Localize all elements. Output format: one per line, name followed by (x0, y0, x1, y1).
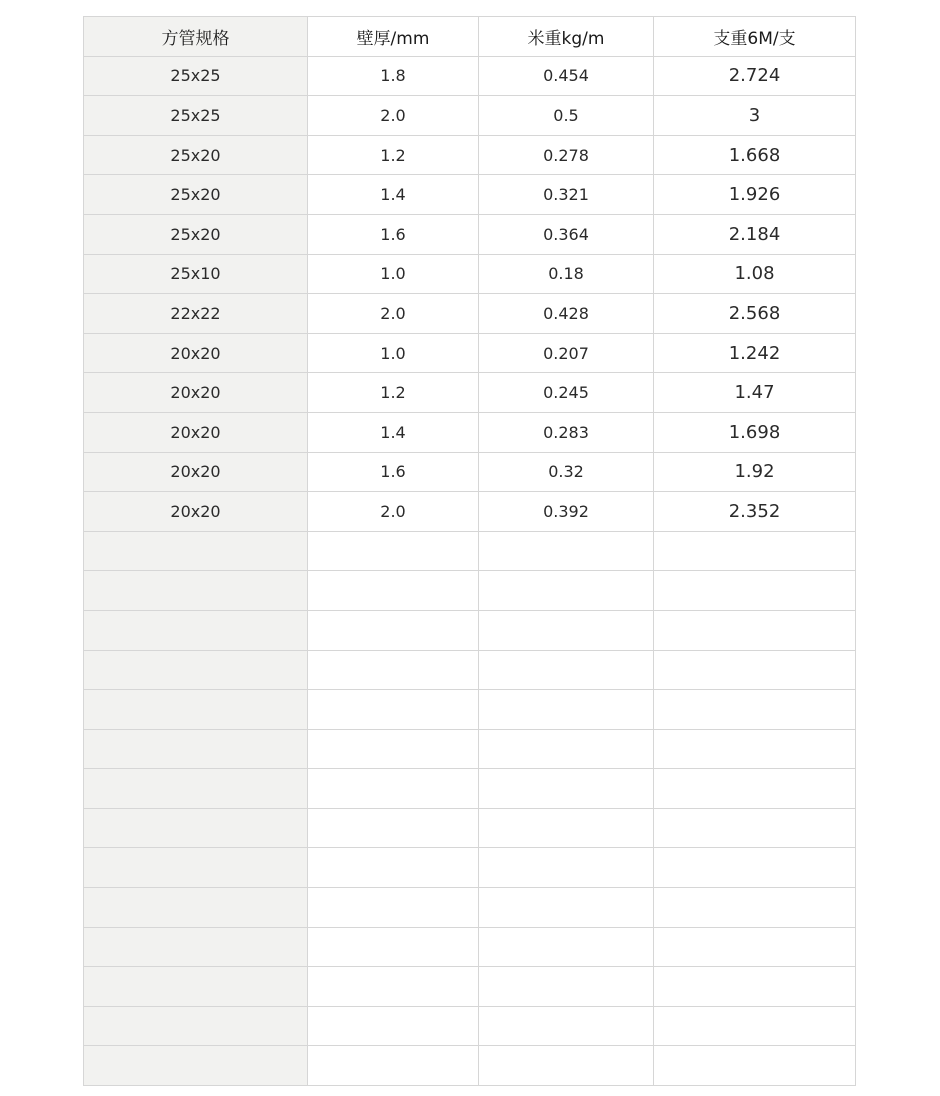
cell-spec (84, 729, 308, 769)
table-row (84, 333, 856, 373)
table-row (84, 610, 856, 650)
cell-spec (84, 927, 308, 967)
cell-wall-thickness: 2.0 (308, 492, 479, 532)
cell-wall-thickness (308, 531, 479, 571)
cell-weight-per-meter: 0.278 (479, 135, 654, 175)
cell-weight-per-meter (479, 808, 654, 848)
cell-spec (84, 610, 308, 650)
cell-spec: 20x20 (84, 373, 308, 413)
cell-weight-per-meter (479, 690, 654, 730)
table-row (84, 373, 856, 413)
cell-weight-per-piece: 1.926 (654, 175, 856, 215)
cell-wall-thickness (308, 610, 479, 650)
table-row (84, 927, 856, 967)
cell-spec: 25x25 (84, 96, 308, 136)
cell-spec: 25x20 (84, 214, 308, 254)
cell-weight-per-meter: 0.392 (479, 492, 654, 532)
cell-spec (84, 1006, 308, 1046)
cell-spec: 20x20 (84, 492, 308, 532)
header-spec: 方管规格 (84, 17, 308, 57)
cell-wall-thickness (308, 769, 479, 809)
cell-wall-thickness: 2.0 (308, 294, 479, 334)
cell-wall-thickness: 2.0 (308, 96, 479, 136)
table-row (84, 214, 856, 254)
cell-weight-per-meter: 0.283 (479, 412, 654, 452)
cell-weight-per-meter (479, 610, 654, 650)
cell-spec (84, 967, 308, 1007)
table-row (84, 531, 856, 571)
cell-wall-thickness: 1.6 (308, 452, 479, 492)
cell-weight-per-piece (654, 729, 856, 769)
table-row (84, 650, 856, 690)
table-row (84, 967, 856, 1007)
cell-weight-per-piece (654, 531, 856, 571)
cell-spec (84, 808, 308, 848)
cell-spec (84, 1046, 308, 1086)
cell-weight-per-meter (479, 571, 654, 611)
cell-weight-per-piece (654, 1046, 856, 1086)
table-row (84, 492, 856, 532)
cell-weight-per-meter: 0.428 (479, 294, 654, 334)
cell-weight-per-meter: 0.454 (479, 56, 654, 96)
cell-wall-thickness (308, 1006, 479, 1046)
cell-spec: 20x20 (84, 452, 308, 492)
table-row (84, 571, 856, 611)
cell-spec (84, 690, 308, 730)
cell-wall-thickness (308, 571, 479, 611)
table-row (84, 729, 856, 769)
cell-spec (84, 650, 308, 690)
cell-weight-per-meter (479, 888, 654, 928)
cell-wall-thickness: 1.4 (308, 175, 479, 215)
cell-spec (84, 848, 308, 888)
cell-spec: 22x22 (84, 294, 308, 334)
cell-weight-per-piece (654, 769, 856, 809)
cell-spec: 25x20 (84, 135, 308, 175)
cell-weight-per-meter (479, 769, 654, 809)
square-tube-spec-table (83, 16, 856, 1086)
cell-wall-thickness: 1.6 (308, 214, 479, 254)
cell-wall-thickness: 1.2 (308, 373, 479, 413)
cell-weight-per-piece (654, 967, 856, 1007)
cell-weight-per-piece (654, 848, 856, 888)
cell-wall-thickness (308, 967, 479, 1007)
cell-weight-per-piece (654, 1006, 856, 1046)
cell-wall-thickness: 1.8 (308, 56, 479, 96)
table-row (84, 175, 856, 215)
header-weight-per-meter: 米重kg/m (479, 17, 654, 57)
cell-weight-per-meter (479, 1006, 654, 1046)
table-row (84, 1006, 856, 1046)
table-row (84, 848, 856, 888)
header-weight-per-piece: 支重6M/支 (654, 17, 856, 57)
cell-wall-thickness: 1.0 (308, 333, 479, 373)
table-row (84, 1046, 856, 1086)
cell-wall-thickness (308, 927, 479, 967)
cell-wall-thickness: 1.2 (308, 135, 479, 175)
cell-wall-thickness (308, 808, 479, 848)
cell-wall-thickness (308, 690, 479, 730)
table-row (84, 254, 856, 294)
header-wall-thickness: 壁厚/mm (308, 17, 479, 57)
cell-weight-per-piece: 2.724 (654, 56, 856, 96)
cell-wall-thickness: 1.0 (308, 254, 479, 294)
cell-wall-thickness: 1.4 (308, 412, 479, 452)
cell-wall-thickness (308, 729, 479, 769)
table-row (84, 888, 856, 928)
cell-spec (84, 769, 308, 809)
cell-spec: 25x20 (84, 175, 308, 215)
table-row (84, 452, 856, 492)
cell-weight-per-piece (654, 927, 856, 967)
cell-spec (84, 571, 308, 611)
cell-wall-thickness (308, 848, 479, 888)
cell-weight-per-piece: 1.47 (654, 373, 856, 413)
table-body (84, 56, 856, 1085)
cell-weight-per-piece (654, 690, 856, 730)
cell-weight-per-piece (654, 571, 856, 611)
cell-weight-per-meter: 0.32 (479, 452, 654, 492)
cell-spec: 25x10 (84, 254, 308, 294)
cell-weight-per-piece (654, 650, 856, 690)
cell-wall-thickness (308, 888, 479, 928)
cell-weight-per-piece: 1.668 (654, 135, 856, 175)
cell-weight-per-meter (479, 967, 654, 1007)
cell-wall-thickness (308, 1046, 479, 1086)
cell-weight-per-piece (654, 610, 856, 650)
cell-weight-per-meter (479, 729, 654, 769)
cell-weight-per-piece: 1.92 (654, 452, 856, 492)
table-row (84, 690, 856, 730)
cell-weight-per-meter: 0.5 (479, 96, 654, 136)
cell-weight-per-meter: 0.321 (479, 175, 654, 215)
cell-weight-per-meter: 0.207 (479, 333, 654, 373)
table-row (84, 96, 856, 136)
cell-weight-per-meter (479, 848, 654, 888)
cell-weight-per-piece: 1.242 (654, 333, 856, 373)
cell-weight-per-piece: 1.698 (654, 412, 856, 452)
cell-weight-per-meter (479, 927, 654, 967)
cell-weight-per-piece: 2.184 (654, 214, 856, 254)
cell-spec: 25x25 (84, 56, 308, 96)
cell-weight-per-piece: 3 (654, 96, 856, 136)
cell-weight-per-piece (654, 888, 856, 928)
cell-weight-per-piece: 2.352 (654, 492, 856, 532)
cell-weight-per-meter (479, 650, 654, 690)
table-row (84, 808, 856, 848)
cell-weight-per-meter (479, 1046, 654, 1086)
cell-weight-per-meter (479, 531, 654, 571)
cell-weight-per-meter: 0.18 (479, 254, 654, 294)
table-row (84, 412, 856, 452)
cell-spec: 20x20 (84, 333, 308, 373)
cell-spec (84, 531, 308, 571)
table-row (84, 56, 856, 96)
cell-weight-per-piece: 2.568 (654, 294, 856, 334)
cell-weight-per-meter: 0.245 (479, 373, 654, 413)
cell-weight-per-piece: 1.08 (654, 254, 856, 294)
table-row (84, 769, 856, 809)
cell-weight-per-meter: 0.364 (479, 214, 654, 254)
table-row (84, 135, 856, 175)
cell-weight-per-piece (654, 808, 856, 848)
cell-spec (84, 888, 308, 928)
header-row (84, 17, 856, 57)
table-row (84, 294, 856, 334)
cell-wall-thickness (308, 650, 479, 690)
cell-spec: 20x20 (84, 412, 308, 452)
